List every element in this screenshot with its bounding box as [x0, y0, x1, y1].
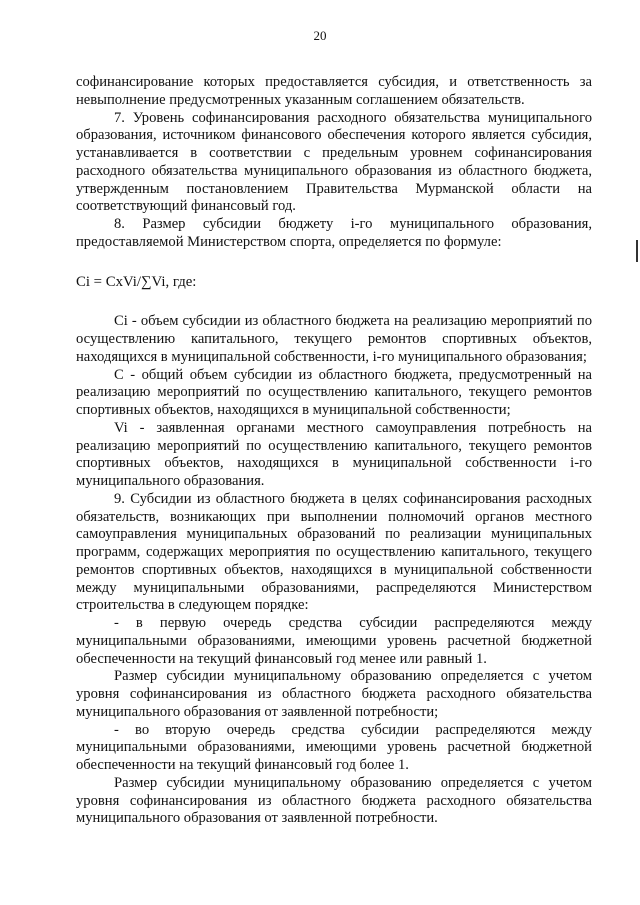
first-priority-clause: - в первую очередь средства субсидии распределяются между муниципальными образованиями, имеющими уровень расчетной бюджетной обеспеченности на текущий финансовый год менее или равный 1. [76, 615, 592, 667]
paragraph-item-7: 7. Уровень софинансирования расходного обязательства муниципального образования, источником финансового обеспечения которого является субсидия, устанавливается в соответствии с предельным уровнем софинансирования расходного обязательства муниципального образования из областного бюджета, утвержденным постановлением Правительства Мурманской области на соответствующий финансовый год. [76, 109, 592, 215]
first-priority-size-rule: Размер субсидии муниципальному образованию определяется с учетом уровня софинансирования из областного бюджета расходного обязательства муниципального образования от заявленной потребности; [76, 668, 592, 720]
definition-ci: Ci - объем субсидии из областного бюджета на реализацию мероприятий по осуществлению капитального, текущего ремонтов спортивных объектов, находящихся в муниципальной собственности, i-го муниципального образования; [76, 313, 592, 365]
page-number: 20 [313, 28, 327, 43]
paragraph-continuation: софинансирование которых предоставляется субсидия, и ответственность за невыполнение предусмотренных указанным соглашением обязательств. [76, 74, 592, 108]
second-priority-clause: - во вторую очередь средства субсидии распределяются между муниципальными образованиями, имеющими уровень расчетной бюджетной обеспеченности на текущий финансовый год более 1. [76, 721, 592, 773]
scan-edge-mark [636, 240, 638, 262]
document-body [76, 74, 592, 828]
paragraph-item-8: 8. Размер субсидии бюджету i-го муниципального образования, предоставляемой Министерством спорта, определяется по формуле: [76, 216, 592, 250]
subsidy-formula: Ci = CxVi/∑Vi, где: [76, 273, 197, 290]
paragraph-item-9: 9. Субсидии из областного бюджета в целях софинансирования расходных обязательств, возникающих при выполнении полномочий органов местного самоуправления муниципальных образований по реализации муниципальных программ, содержащих мероприятия по осуществлению капитального, текущего ремонтов спортивных объектов, находящихся в муниципальной собственности между муниципальными образованиями, распределяются Министерством строительства в следующем порядке: [76, 490, 592, 614]
second-priority-size-rule: Размер субсидии муниципальному образованию определяется с учетом уровня софинансирования из областного бюджета расходного обязательства муниципального образования от заявленной потребности. [76, 774, 592, 827]
definition-c: С - общий объем субсидии из областного бюджета, предусмотренный на реализацию мероприятий по осуществлению капитального, текущего ремонтов спортивных объектов, находящихся в муниципальной собственности; [76, 366, 592, 418]
definition-vi: Vi - заявленная органами местного самоуправления потребность на реализацию мероприятий по осуществлению капитального, текущего ремонтов спортивных объектов, находящихся в муниципальной собственности i-го муниципального образования. [76, 419, 592, 489]
